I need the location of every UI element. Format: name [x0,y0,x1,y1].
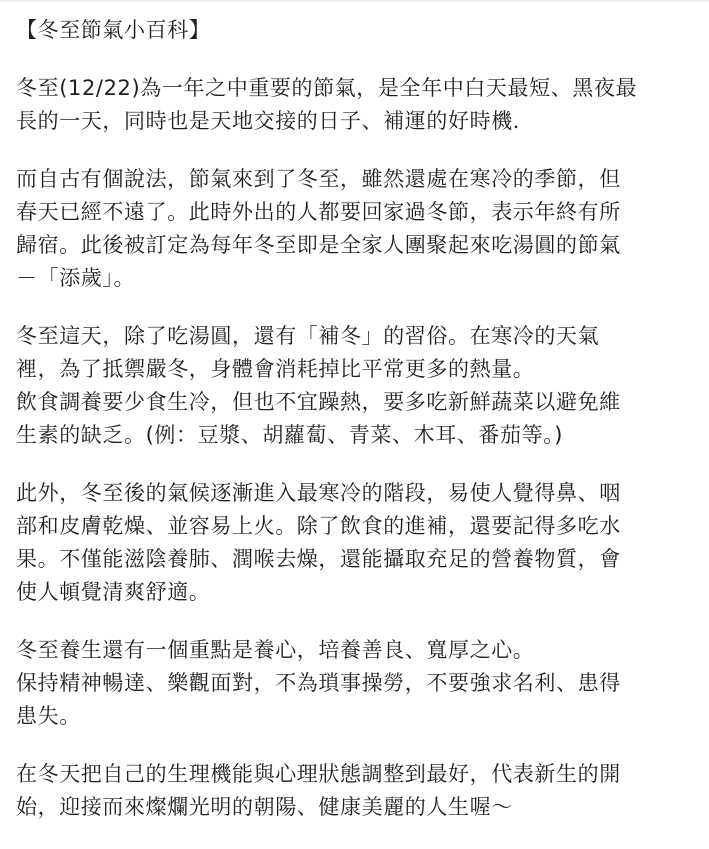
paragraph-closing [16,758,706,824]
post-title: 【冬至節氣小百科】 [16,18,211,42]
paragraph-line: 部和皮膚乾燥、並容易上火。除了飲食的進補，還要記得多吃水 [16,514,621,538]
paragraph-line: 而自古有個說法，節氣來到了冬至，雖然還處在寒冷的季節，但 [16,167,621,191]
post-body [16,14,706,849]
paragraph-line: 保持精神暢達、樂觀面對，不為瑣事操勞，不要強求名利、患得 [16,671,621,695]
paragraph-diet [16,320,706,452]
paragraph-line: 果。不僅能滋陰養肺、潤喉去燥，還能攝取充足的營養物質，會 [16,547,621,571]
top-edge-divider [0,0,709,2]
paragraph-line: 患失。 [16,704,81,728]
paragraph-line: 冬至養生還有一個重點是養心，培養善良、寬厚之心。 [16,638,535,662]
paragraph-line: 長的一天，同時也是天地交接的日子、補運的好時機． [16,109,535,133]
paragraph-line: 飲食調養要少食生冷，但也不宜躁熱，要多吃新鮮蔬菜以避免維 [16,390,621,414]
paragraph-heart-health [16,634,706,733]
paragraph-line: 冬至這天，除了吃湯圓，還有「補冬」的習俗。在寒冷的天氣 [16,324,600,348]
paragraph-climate [16,477,706,609]
paragraph-line: 歸宿。此後被訂定為每年冬至即是全家人團聚起來吃湯圓的節氣 [16,233,621,257]
paragraph-line: 裡，為了抵禦嚴冬，身體會消耗掉比平常更多的熱量。 [16,357,535,381]
paragraph-line: －「添歲」。 [16,266,136,290]
paragraph-line: 使人頓覺清爽舒適。 [16,580,211,604]
paragraph-line: 始，迎接而來燦爛光明的朝陽、健康美麗的人生喔～ [16,795,513,819]
paragraph-line: 在冬天把自己的生理機能與心理狀態調整到最好，代表新生的開 [16,762,621,786]
paragraph-winter-solstice-date [16,72,706,138]
paragraph-line: 此外，冬至後的氣候逐漸進入最寒冷的階段，易使人覺得鼻、咽 [16,481,621,505]
paragraph-line: 冬至(12/22)為一年之中重要的節氣，是全年中白天最短、黑夜最 [16,76,638,100]
paragraph-line: 生素的缺乏。(例：豆漿、胡蘿蔔、青菜、木耳、番茄等。) [16,423,564,447]
paragraph-line: 春天已經不遠了。此時外出的人都要回家過冬節，表示年終有所 [16,200,621,224]
paragraph-tradition [16,163,706,295]
